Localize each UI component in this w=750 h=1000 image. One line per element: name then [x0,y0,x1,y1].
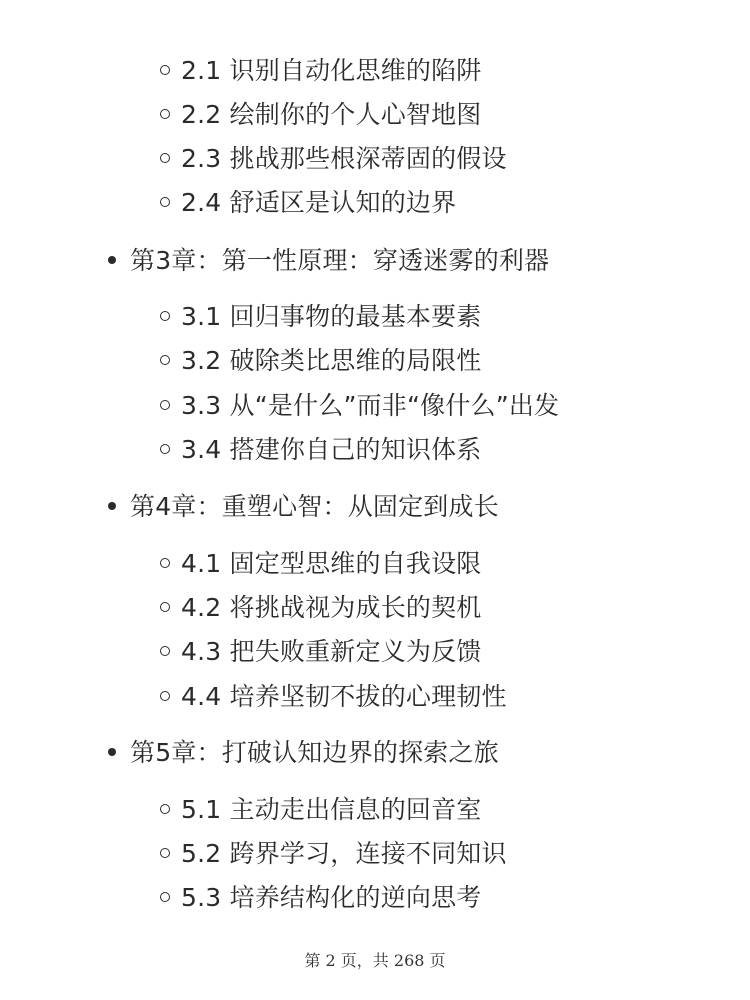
toc-subsection-4-2[interactable] [160,591,482,625]
hollow-bullet-icon [160,355,170,365]
toc-subsection-label: 4.2 将挑战视为成长的契机 [181,593,482,622]
hollow-bullet-icon [160,804,170,814]
toc-subsection-4-4[interactable] [160,680,507,714]
toc-subsection-3-1[interactable] [160,300,482,334]
hollow-bullet-icon [160,153,170,163]
toc-subsection-label: 4.4 培养坚韧不拔的心理韧性 [181,682,507,711]
toc-subsection-5-3[interactable] [160,881,482,915]
hollow-bullet-icon [160,558,170,568]
toc-subsection-label: 2.2 绘制你的个人心智地图 [181,100,482,129]
toc-subsection-label: 3.3 从“是什么”而非“像什么”出发 [181,391,560,420]
hollow-bullet-icon [160,197,170,207]
toc-subsection-2-2[interactable] [160,98,482,132]
toc-subsection-label: 3.1 回归事物的最基本要素 [181,302,482,331]
hollow-bullet-icon [160,646,170,656]
toc-subsection-4-3[interactable] [160,635,482,669]
toc-subsection-label: 2.3 挑战那些根深蒂固的假设 [181,144,507,173]
toc-subsection-label: 4.3 把失败重新定义为反馈 [181,637,482,666]
toc-subsection-label: 3.2 破除类比思维的局限性 [181,346,482,375]
toc-chapter-3[interactable] [108,244,549,278]
toc-subsection-label: 4.1 固定型思维的自我设限 [181,549,482,578]
hollow-bullet-icon [160,892,170,902]
toc-subsection-3-4[interactable] [160,433,482,467]
toc-chapter-label: 第3章：第一性原理：穿透迷雾的利器 [130,246,550,275]
toc-subsection-label: 3.4 搭建你自己的知识体系 [181,435,482,464]
solid-bullet-icon [108,748,116,756]
toc-subsection-2-3[interactable] [160,142,507,176]
toc-subsection-label: 5.3 培养结构化的逆向思考 [181,883,482,912]
toc-subsection-label: 5.1 主动走出信息的回音室 [181,795,482,824]
hollow-bullet-icon [160,109,170,119]
toc-chapter-label: 第4章：重塑心智：从固定到成长 [130,492,499,521]
toc-subsection-3-3[interactable] [160,389,559,423]
hollow-bullet-icon [160,602,170,612]
hollow-bullet-icon [160,691,170,701]
toc-subsection-2-1[interactable] [160,54,482,88]
page-number-label: 第 2 页，共 268 页 [304,951,446,970]
toc-subsection-4-1[interactable] [160,547,482,581]
toc-subsection-3-2[interactable] [160,344,482,378]
hollow-bullet-icon [160,400,170,410]
hollow-bullet-icon [160,444,170,454]
toc-subsection-label: 2.1 识别自动化思维的陷阱 [181,56,482,85]
toc-chapter-4[interactable] [108,490,499,524]
toc-chapter-label: 第5章：打破认知边界的探索之旅 [130,738,499,767]
solid-bullet-icon [108,502,116,510]
hollow-bullet-icon [160,848,170,858]
toc-subsection-label: 2.4 舒适区是认知的边界 [181,188,457,217]
hollow-bullet-icon [160,311,170,321]
solid-bullet-icon [108,256,116,264]
toc-subsection-5-1[interactable] [160,793,482,827]
hollow-bullet-icon [160,65,170,75]
toc-subsection-2-4[interactable] [160,186,456,220]
toc-subsection-5-2[interactable] [160,837,507,871]
toc-subsection-label: 5.2 跨界学习，连接不同知识 [181,839,507,868]
page-footer [0,948,750,971]
toc-chapter-5[interactable] [108,736,499,770]
